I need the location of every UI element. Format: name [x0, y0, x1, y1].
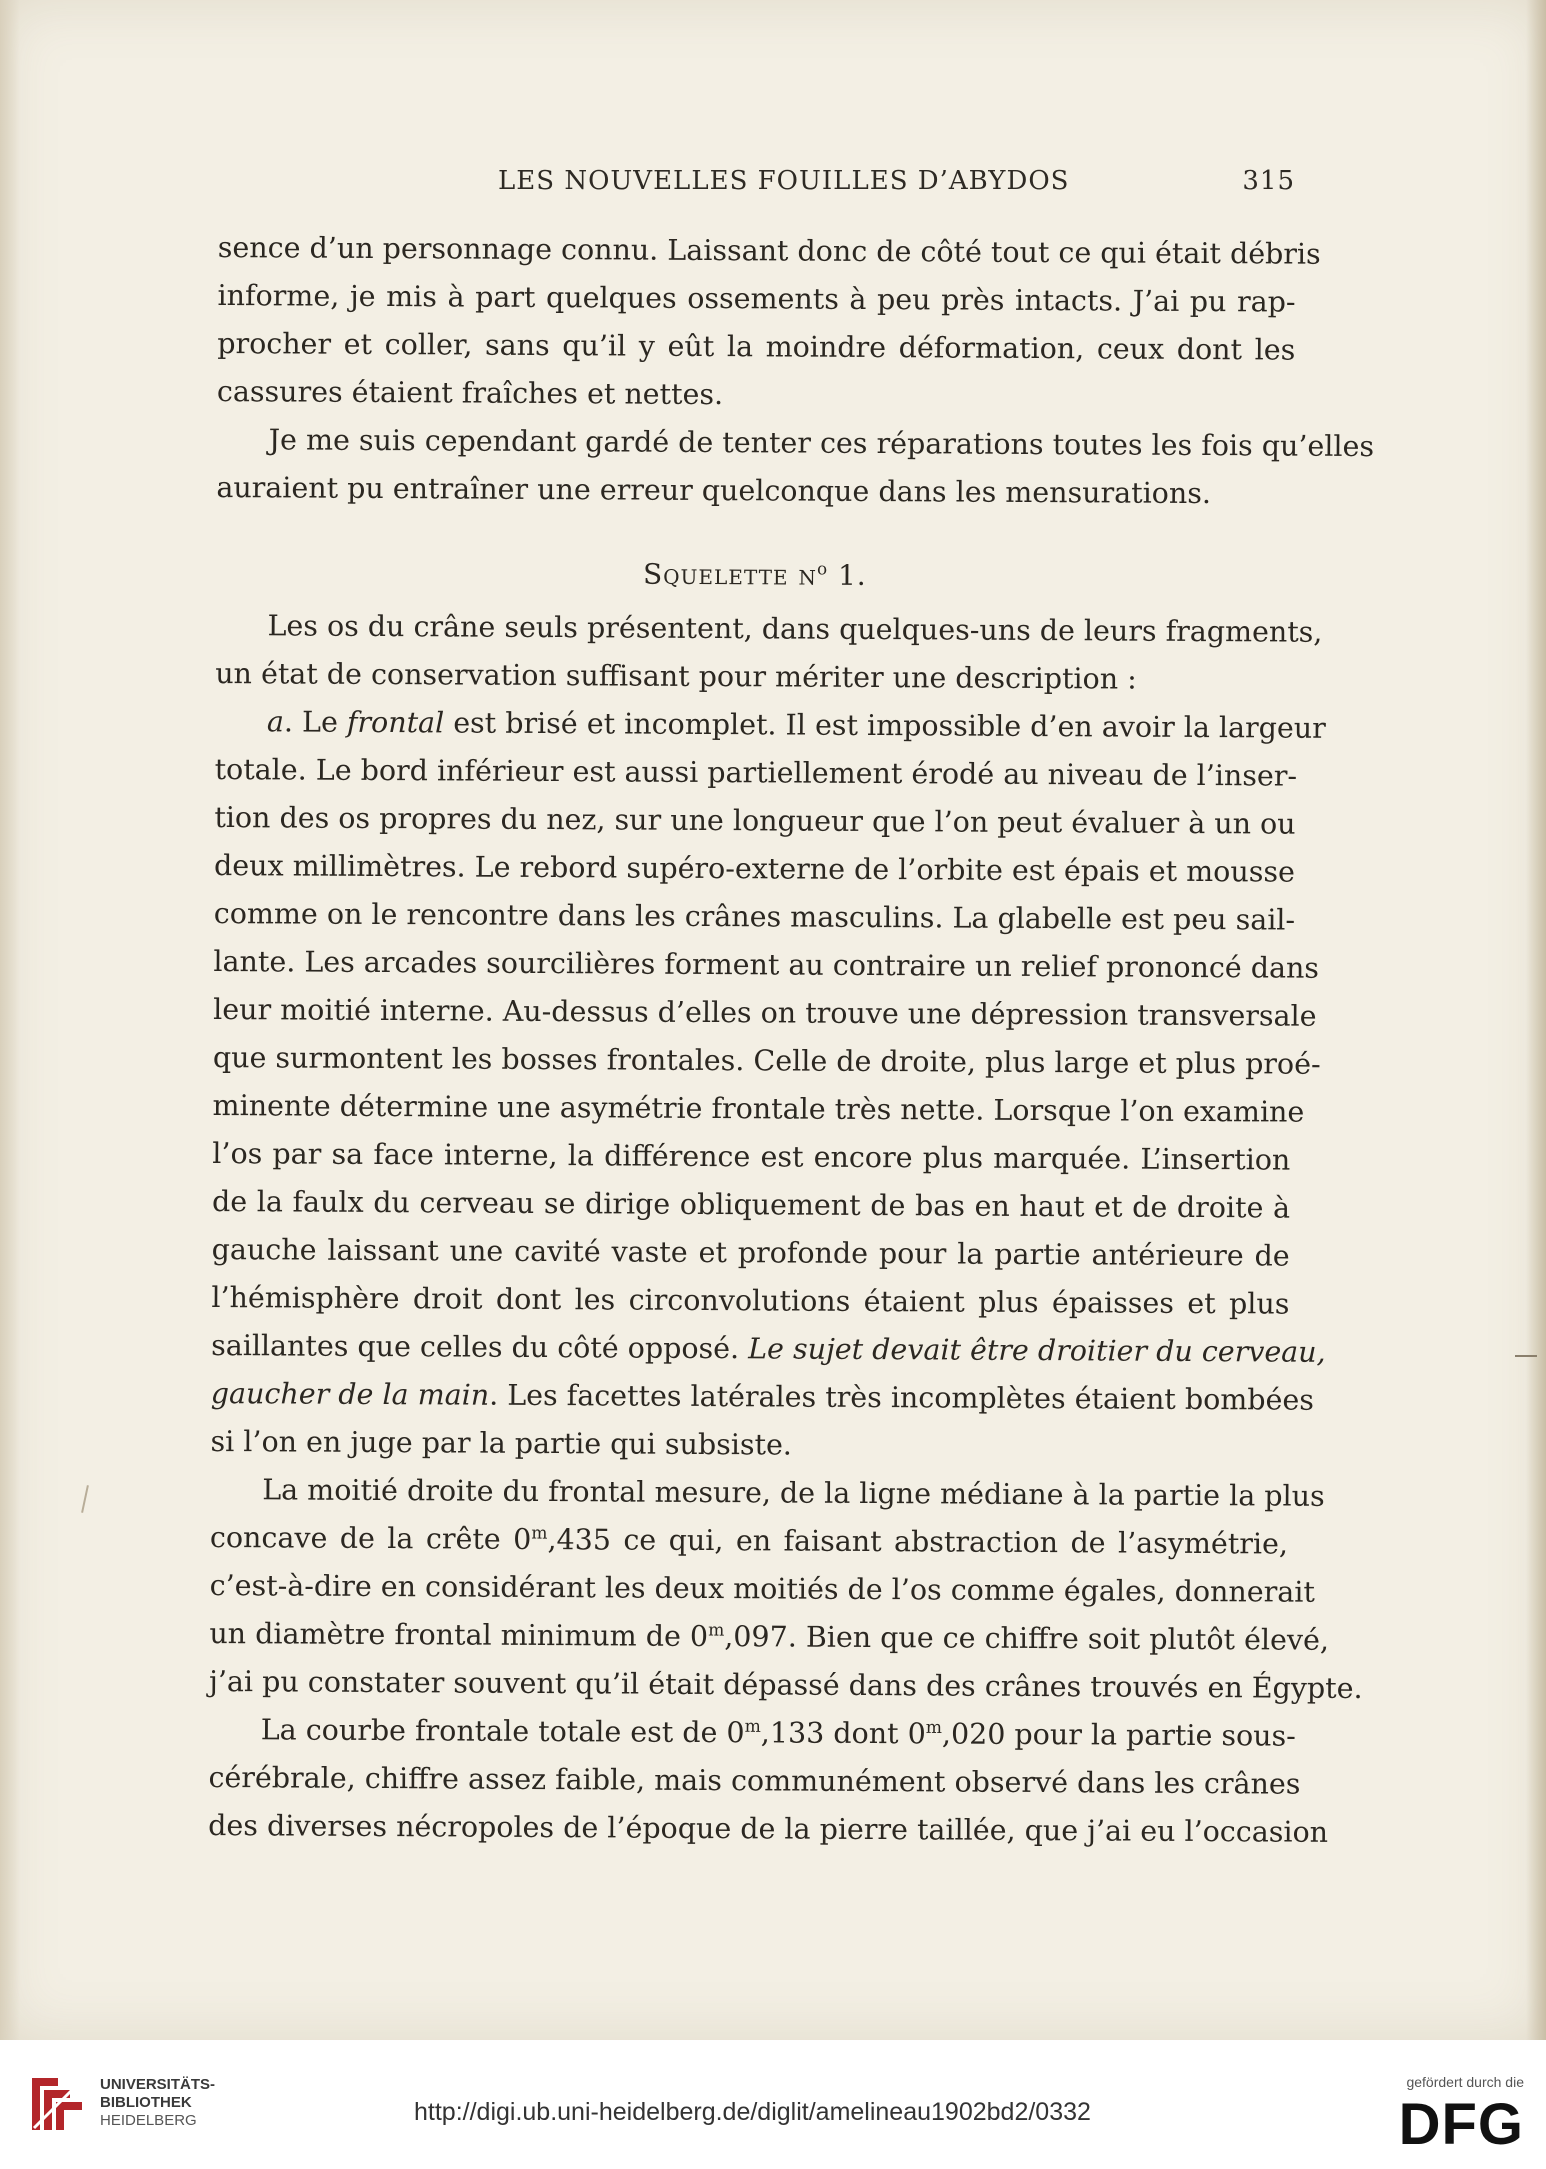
text-line: [212, 1082, 1305, 1137]
text-run: comme on le rencontre dans les crânes masculins. La glabelle est peu sail-: [213, 896, 1296, 937]
paragraph-1: [216, 224, 1321, 423]
italic-run: frontal: [346, 705, 445, 740]
text-line: cassures étaient fraîches et nettes.: [216, 374, 724, 412]
text-line: [208, 1754, 1301, 1809]
text-run: un état de conservation suffisant pour mériter une description :: [215, 656, 1137, 696]
text-run: est brisé et incomplet. Il est impossible d’en avoir la largeur: [444, 706, 1326, 745]
heading-number: 1.: [827, 558, 867, 592]
text-run: l’hémisphère droit dont les circonvolutions étaient plus épaisses et plus: [211, 1280, 1290, 1321]
text-run: j’ai pu constater souvent qu’il était dépassé dans des crânes trouvés en Égypte.: [208, 1664, 1363, 1706]
superscript-run: m: [708, 1620, 725, 1641]
body-lines: [208, 602, 1363, 1857]
text-run: un diamètre frontal minimum de 0: [209, 1616, 709, 1654]
funding-block: [1374, 2074, 1524, 2157]
text-run: gauche laissant une cavité vaste et profonde pour la partie antérieure de: [211, 1232, 1290, 1273]
text-line: [213, 890, 1296, 945]
text-line: [213, 938, 1320, 993]
heading-ordinal-mark: o: [816, 558, 829, 579]
viewer-footer: [0, 2040, 1546, 2169]
text-line: [211, 1274, 1289, 1329]
text-line: sence d’un personnage connu. Laissant donc de côté tout ce qui était débris: [217, 230, 1321, 271]
text-run: c’est-à-dire en considérant les deux moitiés de l’os comme égales, donnerait: [209, 1568, 1315, 1609]
running-head: [220, 166, 1295, 206]
page-edge-right: [1526, 0, 1546, 2040]
text-run: saillantes que celles du côté opposé.: [211, 1328, 749, 1366]
text-run: cérébrale, chiffre assez faible, mais communément observé dans les crânes: [208, 1760, 1301, 1801]
library-name-line: BIBLIOTHEK: [100, 2094, 192, 2111]
italic-run: gaucher de la main: [210, 1376, 490, 1412]
italic-run: Le sujet devait être droitier du cerveau,: [748, 1332, 1326, 1369]
paragraph-2: [216, 416, 1375, 519]
library-name: [100, 2076, 215, 2130]
funding-note: gefördert durch die: [1406, 2074, 1524, 2090]
dfg-logo[interactable]: DFG: [1398, 2092, 1524, 2157]
text-line: [209, 1706, 1296, 1761]
text-run: que surmontent les bosses frontales. Celle de droite, plus large et plus proé-: [212, 1040, 1321, 1081]
text-line: informe, je mis à part quelques ossements à peu près intacts. J’ai pu rap-: [217, 278, 1296, 319]
text-line: [209, 1562, 1315, 1617]
text-line: [215, 650, 1293, 705]
library-name-line: HEIDELBERG: [100, 2112, 197, 2129]
text-run: l’os par sa face interne, la différence est encore plus marquée. L’insertion: [212, 1136, 1291, 1177]
heading-word: Squelette: [642, 557, 789, 592]
text-run: des diverses nécropoles de l’époque de la pierre taillée, que j’ai eu l’occasion: [208, 1808, 1329, 1849]
text-line: [212, 1178, 1290, 1233]
superscript-run: m: [925, 1717, 943, 1738]
text-line: [210, 1418, 1288, 1473]
text-run: de la faulx du cerveau se dirige obliquement de bas en haut et de droite à: [211, 1184, 1291, 1225]
text-run: ,020 pour la partie sous-: [941, 1717, 1296, 1753]
text-run: . Le: [283, 705, 348, 739]
text-run: minente détermine une asymétrie frontale très nette. Lorsque l’on examine: [212, 1088, 1305, 1129]
text-run: lante. Les arcades sourcilières forment au contraire un relief prononcé dans: [213, 944, 1320, 985]
page-edge-left: [0, 0, 20, 2040]
library-name-line: UNIVERSITÄTS-: [100, 2076, 216, 2093]
running-title: LES NOUVELLES FOUILLES D’ABYDOS: [498, 166, 1070, 196]
text-line: [215, 602, 1323, 657]
text-line: [212, 1034, 1321, 1089]
text-run: totale. Le bord inférieur est aussi partiellement érodé au niveau de l’inser-: [214, 752, 1298, 793]
text-line: [212, 1226, 1290, 1281]
text-line: [208, 1658, 1363, 1713]
text-line: [211, 1322, 1326, 1377]
text-run: Les os du crâne seuls présentent, dans quelques-uns de leurs fragments,: [267, 609, 1323, 649]
text-line: [209, 1610, 1330, 1665]
text-line: [208, 1802, 1329, 1857]
margin-mark: [81, 1485, 89, 1513]
text-line: [212, 1130, 1290, 1185]
text-line: [213, 842, 1295, 897]
text-line: Je me suis cependant gardé de tenter ces réparations toutes les fois qu’elles: [268, 423, 1375, 464]
text-line: [210, 1466, 1325, 1521]
text-line: procher et coller, sans qu’il y eût la moindre déformation, ceux dont les: [217, 326, 1296, 367]
margin-mark: [1515, 1355, 1537, 1357]
text-line: [214, 794, 1296, 849]
text-line: [210, 1514, 1288, 1569]
superscript-run: m: [744, 1716, 761, 1737]
permalink[interactable]: http://digi.ub.uni-heidelberg.de/diglit/amelineau1902bd2/0332: [414, 2098, 1091, 2126]
text-line: [214, 746, 1298, 801]
text-line: [210, 1370, 1315, 1425]
text-line: [213, 986, 1317, 1041]
text-run: leur moitié interne. Au-dessus d’elles on trouve une dépression transversale: [213, 992, 1317, 1033]
text-run: tion des os propres du nez, sur une longueur que l’on peut évaluer à un ou: [214, 800, 1296, 841]
text-run: ,133 dont 0: [760, 1716, 926, 1751]
text-run: deux millimètres. Le rebord supéro-externe de l’orbite est épais et mousse: [213, 848, 1295, 889]
text-run: si l’on en juge par la partie qui subsiste.: [210, 1424, 793, 1462]
page-body: [208, 224, 1375, 1857]
section-heading: [216, 542, 1294, 609]
italic-run: a: [266, 705, 285, 739]
ub-heidelberg-logo-icon[interactable]: [28, 2074, 86, 2134]
text-run: concave de la crête 0: [209, 1520, 532, 1556]
superscript-run: m: [531, 1523, 548, 1544]
text-run: ,435 ce qui, en faisant abstraction de l’asymétrie,: [547, 1523, 1289, 1561]
page-number: 315: [1242, 166, 1295, 196]
text-line: auraient pu entraîner une erreur quelconque dans les mensurations.: [216, 470, 1212, 511]
text-run: La moitié droite du frontal mesure, de la ligne médiane à la partie la plus: [262, 1473, 1325, 1513]
text-line: [215, 698, 1326, 753]
text-run: La courbe frontale totale est de 0: [260, 1713, 745, 1750]
heading-number-prefix: n: [798, 558, 818, 592]
text-run: ,097. Bien que ce chiffre soit plutôt élevé,: [724, 1620, 1330, 1657]
text-run: . Les facettes latérales très incomplètes étaient bombées: [489, 1378, 1315, 1417]
